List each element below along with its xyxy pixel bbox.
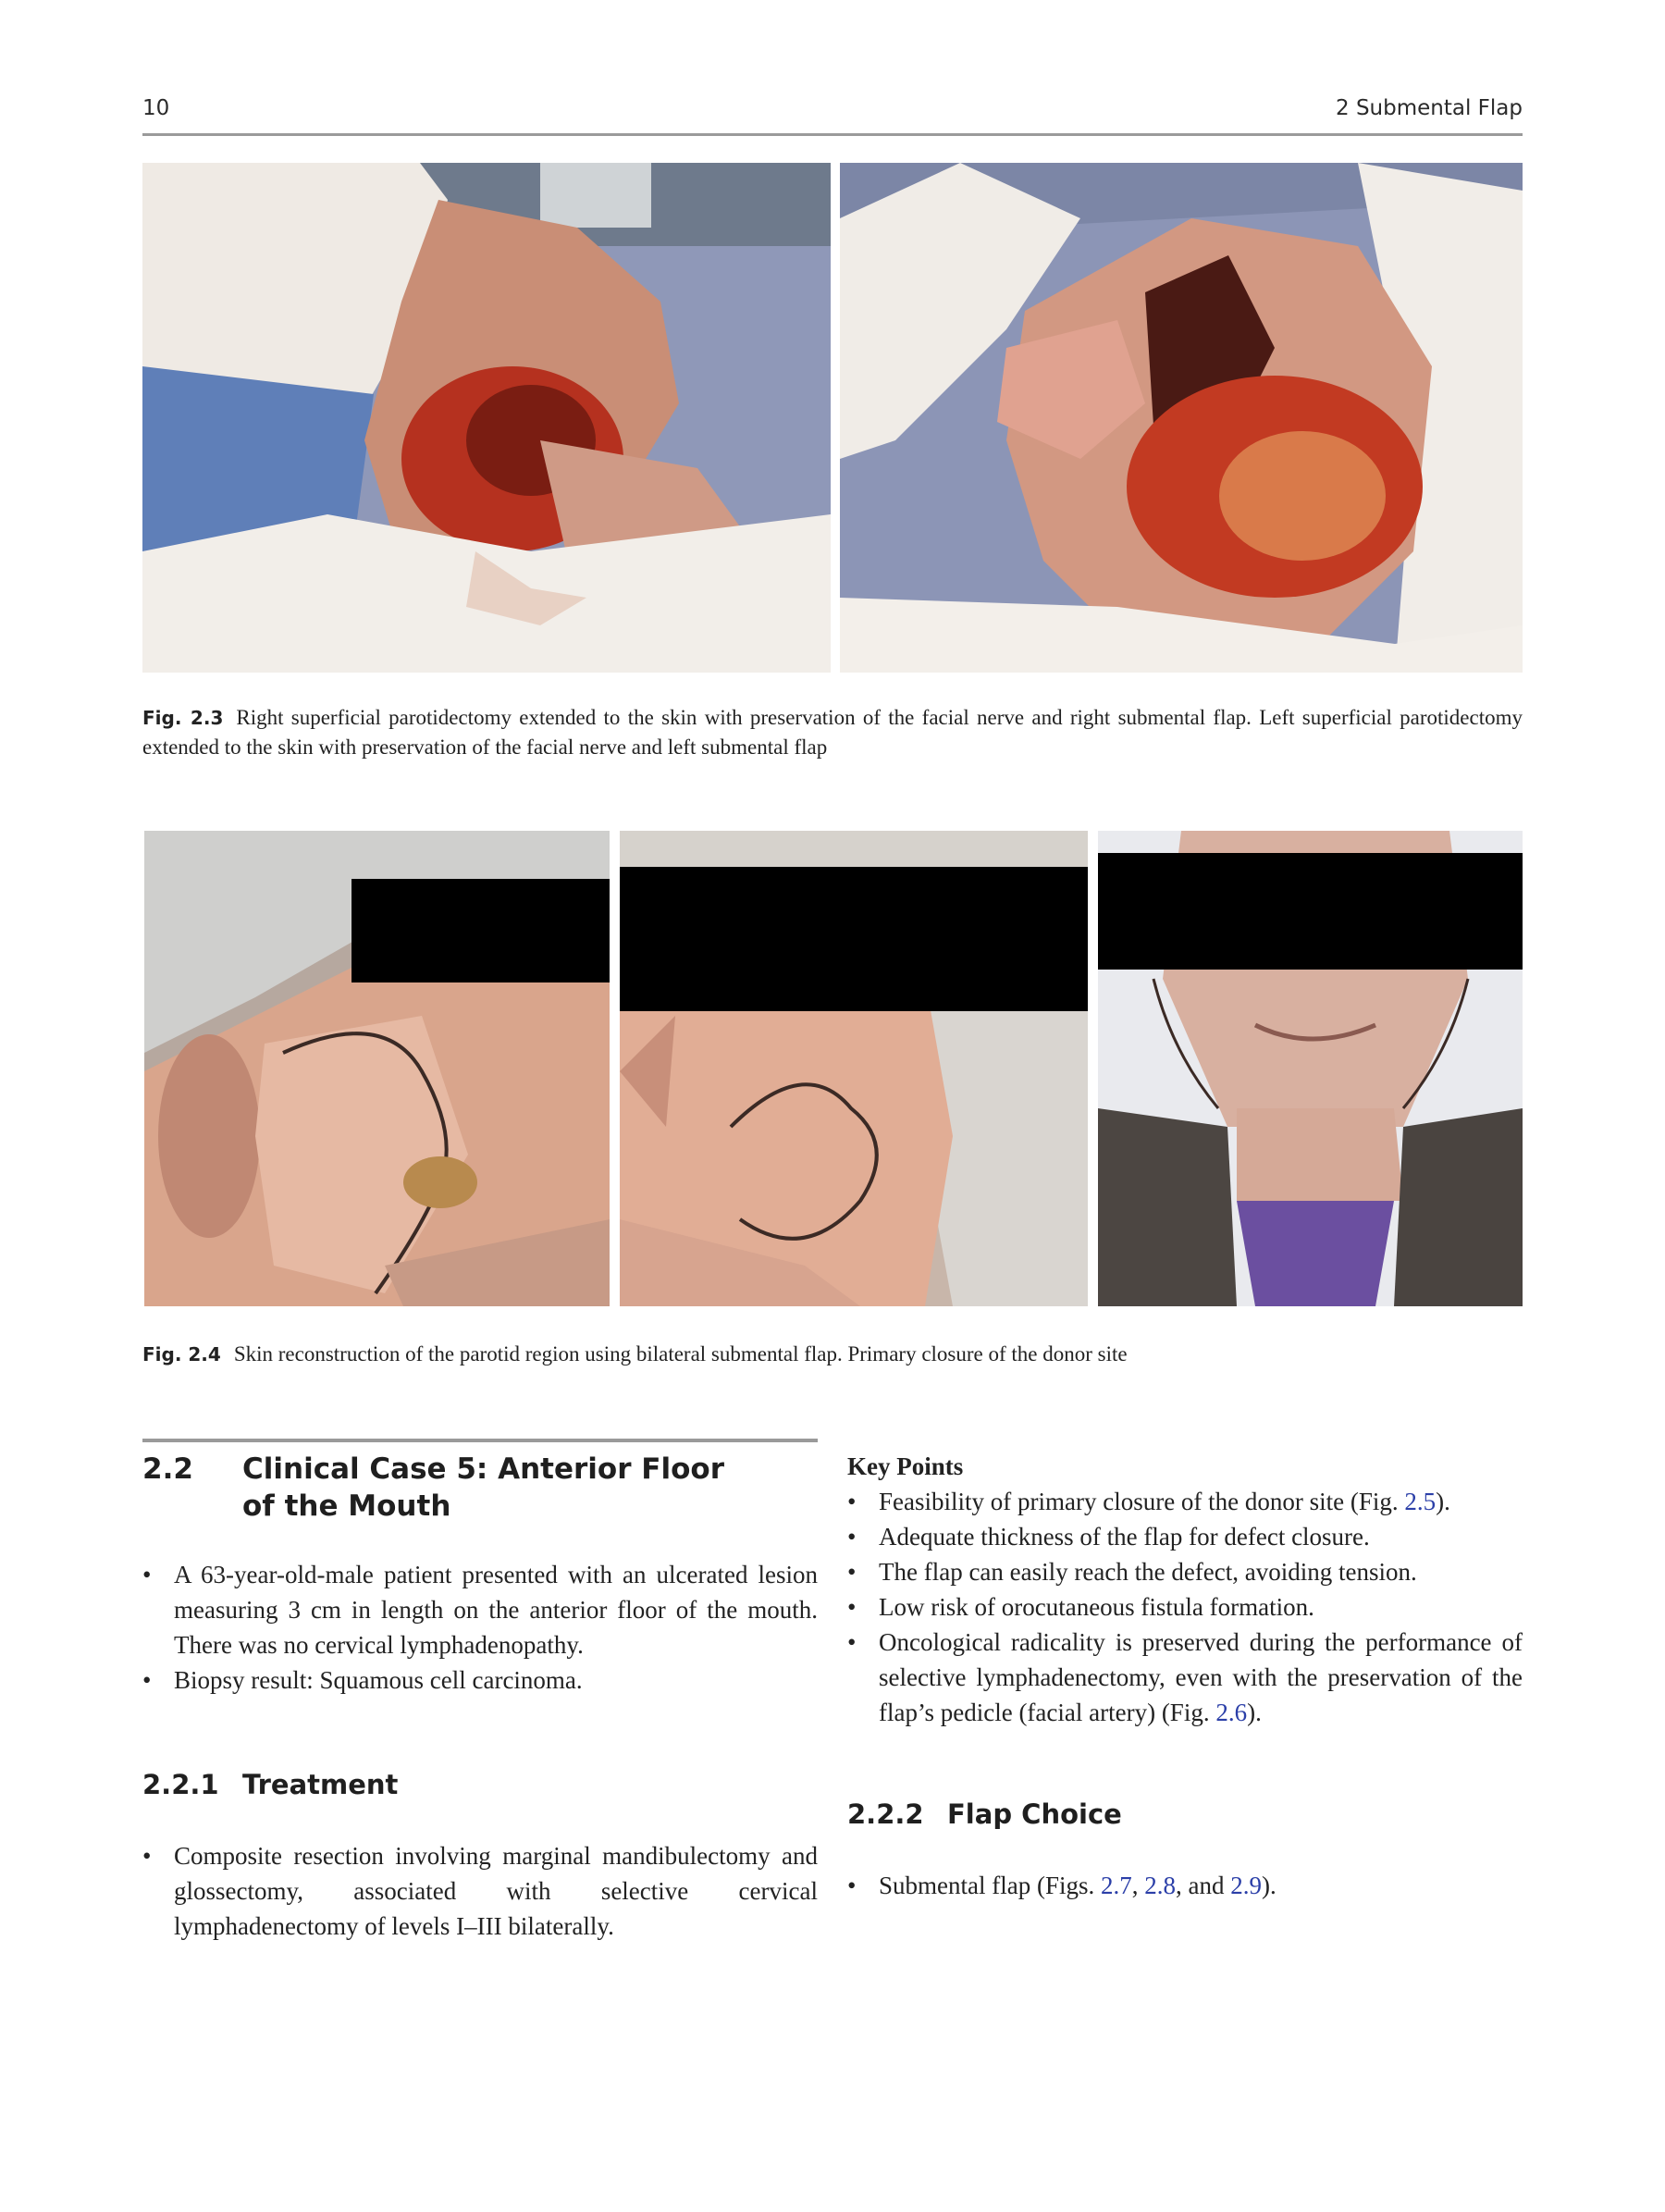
figure-2-4-caption: [142, 1340, 1523, 1369]
header-rule: [142, 133, 1523, 136]
figure-2-3-photo-left-parotidectomy: [840, 163, 1523, 673]
figure-reference-link[interactable]: 2.6: [1215, 1699, 1248, 1726]
figure-reference-link[interactable]: 2.7: [1100, 1872, 1132, 1899]
section-2-2-2-number: 2.2.2: [847, 1798, 924, 1830]
key-point-item: • Adequate thickness of the flap for defect closure.: [847, 1519, 1523, 1554]
figure-2-4-caption-text: Skin reconstruction of the parotid region using bilateral submental flap. Primary closure of the donor site: [233, 1342, 1128, 1366]
figure-2-4-photo-right-profile: [144, 831, 610, 1306]
figure-2-3-photo-right-parotidectomy: [142, 163, 831, 673]
figure-2-4-redaction-bar-1: [352, 879, 610, 982]
figure-2-4-photo-left-profile: [620, 831, 1088, 1306]
key-point-item: • Feasibility of primary closure of the donor site (Fig. 2.5).: [847, 1484, 1523, 1519]
running-chapter-title: 2 Submental Flap: [1336, 96, 1523, 120]
section-2-2-1-bullet-list: [142, 1838, 818, 1944]
section-2-2-2-heading: [847, 1798, 1523, 1835]
figure-2-4-photo-frontal: [1098, 831, 1523, 1306]
section-2-2-title-line2: of the Mouth: [242, 1489, 451, 1523]
section-2-2-bullet-list: [142, 1557, 818, 1698]
figure-2-3-label: Fig. 2.3: [142, 707, 224, 729]
section-2-2-1-number: 2.2.1: [142, 1769, 219, 1800]
list-item: • Biopsy result: Squamous cell carcinoma.: [142, 1662, 818, 1698]
section-2-2-number: 2.2: [142, 1452, 193, 1486]
list-item: • A 63-year-old-male patient presented with an ulcerated lesion measuring 3 cm in length on the anterior floor of the mouth. There was no cervical lymphadenopathy.: [142, 1557, 818, 1662]
page-number: 10: [142, 96, 170, 120]
section-2-2-heading: [142, 1451, 818, 1528]
key-point-item: • Oncological radicality is preserved during the performance of selective lymphadenectomy, even with the preservation of the flap’s pedicle (facial artery) (Fig. 2.6).: [847, 1625, 1523, 1730]
section-2-2-title-line1: Clinical Case 5: Anterior Floor: [242, 1452, 724, 1486]
key-point-item: • Low risk of orocutaneous fistula formation.: [847, 1589, 1523, 1625]
figure-2-4-label: Fig. 2.4: [142, 1343, 221, 1366]
list-item: • Submental flap (Figs. 2.7, 2.8, and 2.9).: [847, 1868, 1523, 1903]
list-item: • Composite resection involving marginal mandibulectomy and glossectomy, associated with selective cervical lymphadenectomy of levels I–III bilaterally.: [142, 1838, 818, 1944]
section-2-2-2-bullet-list: [847, 1868, 1523, 1903]
key-point-item: • The flap can easily reach the defect, avoiding tension.: [847, 1554, 1523, 1589]
key-points-title: Key Points: [847, 1452, 964, 1480]
section-2-2-rule: [142, 1439, 818, 1442]
figure-2-4-redaction-bar-2: [620, 867, 1088, 1011]
key-points-list: [847, 1484, 1523, 1730]
section-2-2-2-title: Flap Choice: [947, 1798, 1122, 1830]
section-2-2-1-heading: [142, 1768, 818, 1805]
figure-2-3-caption: [142, 703, 1523, 761]
figure-2-4-redaction-bar-3: [1098, 853, 1523, 970]
figure-reference-link[interactable]: 2.5: [1404, 1488, 1437, 1515]
figure-reference-link[interactable]: 2.9: [1230, 1872, 1262, 1899]
figure-reference-link[interactable]: 2.8: [1144, 1872, 1176, 1899]
figure-2-3-caption-text: Right superficial parotidectomy extended to the skin with preservation of the facial nerve and right submental flap. Left superficial parotidectomy extended to the skin with preservation of the facial nerve and left submental flap: [142, 706, 1523, 759]
section-2-2-1-title: Treatment: [242, 1769, 399, 1800]
